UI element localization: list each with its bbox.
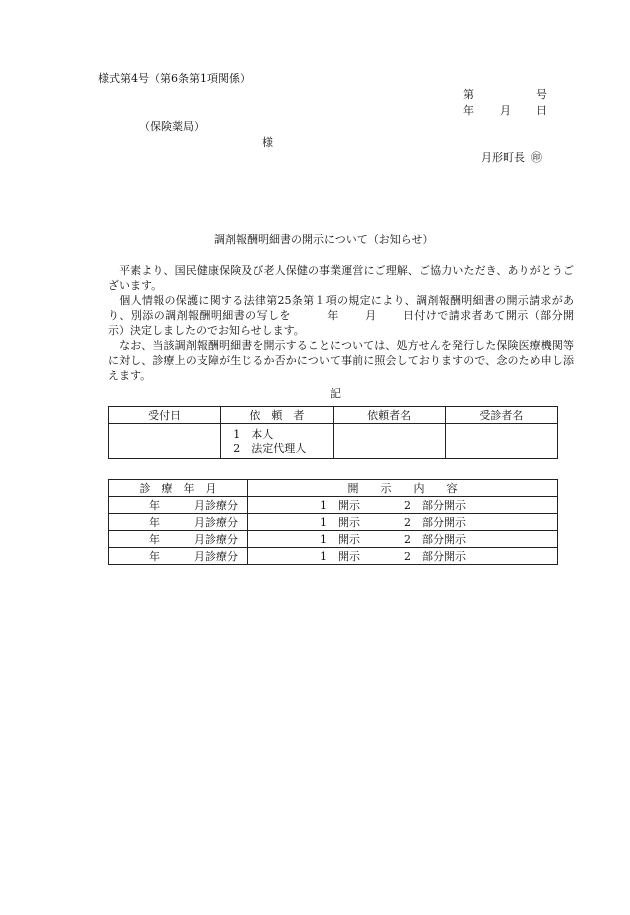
disclosure-table (108, 479, 558, 565)
paragraph-2 (108, 293, 574, 338)
paragraph-2-day: 日付けで請求者あて開示（部分開示）決定しましたのでお知らせします。 (108, 309, 575, 337)
number-suffix: 号 (536, 88, 547, 101)
date-day: 日 (536, 104, 547, 117)
option-self: 1 本人 (233, 428, 274, 441)
issuer (481, 151, 542, 165)
header-disclosure-content: 開 示 内 容 (248, 480, 558, 497)
disclosure-cell: 1 開示 2 部分開示 (248, 497, 558, 514)
addressee: （保険薬局） (139, 120, 205, 133)
treatment-month-cell: 年 月診療分 (109, 514, 248, 531)
treatment-month-cell: 年 月診療分 (109, 531, 248, 548)
paragraph-2-text: 個人情報の保護に関する法律第25条第１項の規定により、調剤報酬明細書の開示請求があり、別添の調剤報酬明細書の写しを (108, 294, 574, 322)
treatment-month-cell: 年 月診療分 (109, 548, 248, 565)
issuer-name: 月形町長 (481, 151, 525, 164)
header-received-date: 受付日 (109, 407, 221, 424)
header-patient-name: 受診者名 (445, 407, 557, 424)
disclosure-cell: 1 開示 2 部分開示 (248, 548, 558, 565)
number-prefix: 第 (463, 88, 474, 101)
table-row (109, 514, 558, 531)
disclosure-cell: 1 開示 2 部分開示 (248, 514, 558, 531)
option-legal-agent: 2 法定代理人 (233, 442, 307, 455)
date-year: 年 (463, 104, 474, 117)
disclosure-cell: 1 開示 2 部分開示 (248, 531, 558, 548)
paragraph-2-year: 年 (326, 309, 339, 322)
header-requester: 依 頼 者 (221, 407, 333, 424)
table-row (109, 531, 558, 548)
header-treatment-month: 診 療 年 月 (109, 480, 248, 497)
table-row (109, 497, 558, 514)
paragraph-1: 平素より、国民健康保険及び老人保健の事業運営にご理解、ご協力いただき、ありがとうございます。 (108, 264, 574, 292)
date-month: 月 (500, 104, 511, 117)
request-table (108, 406, 558, 459)
patient-name-cell (445, 424, 557, 459)
seal-icon: ㊞ (531, 151, 542, 164)
document-title: 調剤報酬明細書の開示について（お知らせ） (214, 233, 434, 246)
paragraph-2-month: 月 (364, 309, 377, 322)
form-id: 様式第4号（第6条第1項関係） (98, 72, 251, 85)
treatment-month-cell: 年 月診療分 (109, 497, 248, 514)
sama: 様 (262, 136, 273, 149)
header-requester-name: 依頼者名 (333, 407, 445, 424)
ki-label: 記 (330, 387, 341, 400)
table-row (109, 548, 558, 565)
requester-cell (221, 424, 333, 459)
paragraph-3: なお、当該調剤報酬明細書を開示することについては、処方せんを発行した保険医療機関等に対し、診療上の支障が生じるか否かについて事前に照会しておりますので、念のため申し添えます。 (108, 339, 574, 382)
requester-name-cell (333, 424, 445, 459)
received-date-cell (109, 424, 221, 459)
